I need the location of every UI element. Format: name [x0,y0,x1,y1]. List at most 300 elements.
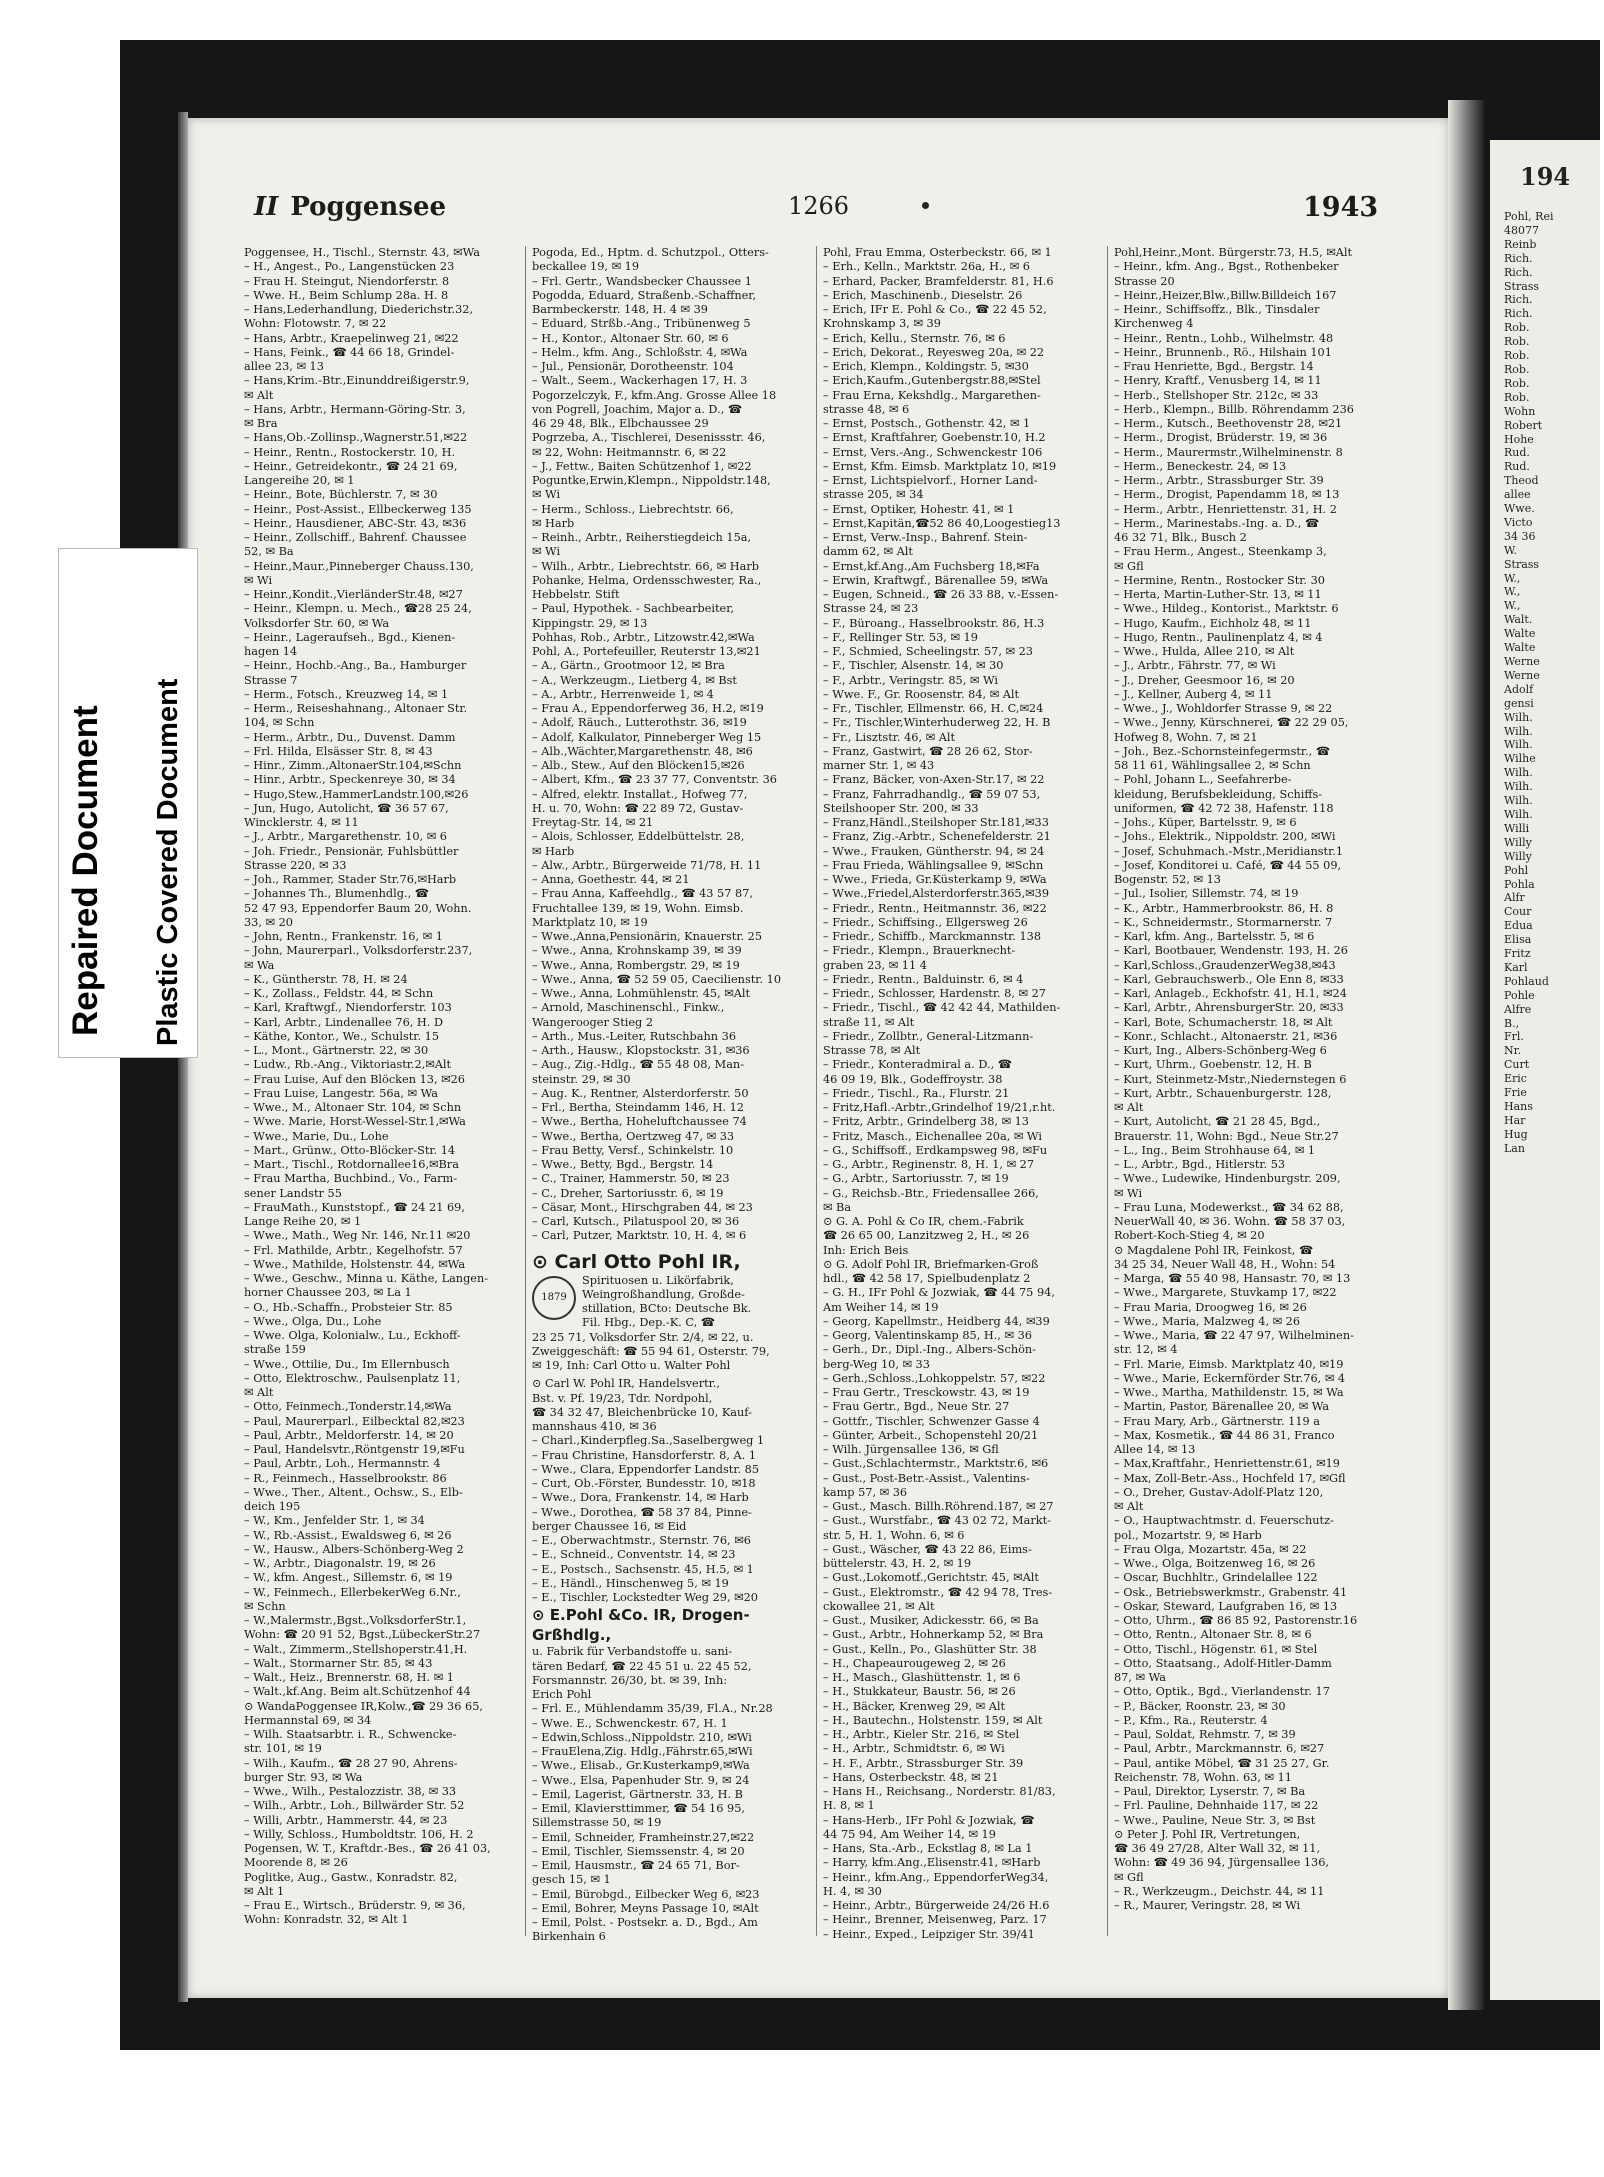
directory-entry: – Otto, Staatsang., Adolf-Hitler-Damm [1114,1656,1332,1670]
directory-entry: – K., Schneidermstr., Stormarnerstr. 7 [1114,915,1333,929]
directory-entry: – Heinr.,Kondit.,VierländerStr.48, ✉27 [244,588,463,601]
directory-entry: – Wwe., Bertha, Hoheluftchaussee 74 [532,1115,747,1129]
directory-entry: ✉ Wi [1114,1186,1143,1200]
directory-entry: – W., Feinmech., EllerbekerWeg 6.Nr., [244,1585,461,1599]
directory-entry: Freytag-Str. 14, ✉ 21 [532,816,654,829]
directory-entry: – Frau Luna, Modewerkst., ☎ 34 62 88, [1114,1200,1344,1214]
directory-entry: – Wwe., Betty, Bgd., Bergstr. 14 [532,1158,714,1171]
directory-entry: – FrauMath., Kunststopf., ☎ 24 21 69, [244,1200,465,1214]
directory-entry: Barmbeckerstr. 148, H. 4 ✉ 39 [532,303,708,316]
adjacent-page-entry: W., [1504,571,1521,585]
adjacent-page-header: 194 [1520,162,1571,191]
directory-entry: – Gust., Wäscher, ☎ 43 22 86, Eims- [823,1542,1032,1556]
directory-entry: – Frau Erna, Kekshdlg., Margarethen- [823,388,1041,402]
directory-entry: – O., Hauptwachtmstr. d. Feuerschutz- [1114,1514,1334,1528]
directory-column-3 [823,246,1102,1941]
adjacent-page-entry: Rob. [1504,335,1530,349]
directory-entry: ✉ Alt [244,388,274,402]
directory-entry: Pohl,Heinr.,Mont. Bürgerstr.73, H.5, ✉Alt [1114,246,1353,259]
directory-entry: – Paul, antike Möbel, ☎ 31 25 27, Gr. [1114,1756,1330,1770]
adjacent-page-entry: Rich. [1504,265,1533,279]
directory-entry: – Wwe., Anna, Krohnskamp 39, ✉ 39 [532,944,742,958]
directory-entry: berger Chaussee 16, ✉ Eid [532,1519,687,1533]
directory-entry: uniformen, ☎ 42 72 38, Hafenstr. 118 [1114,801,1334,815]
directory-entry: ✉ Alt [1114,1101,1144,1114]
directory-entry: – Hugo, Rentn., Paulinenplatz 4, ✉ 4 [1114,630,1323,644]
directory-entry: – W., Hausw., Albers-Schönberg-Weg 2 [244,1542,464,1556]
directory-entry: – H., Arbtr., Schmidtstr. 6, ✉ Wi [823,1742,1005,1756]
directory-entry: – Kurt, Uhrm., Goebenstr. 12, H. B [1114,1058,1312,1072]
directory-entry: sener Landstr 55 [244,1186,342,1200]
directory-entry: – Arth., Mus.-Leiter, Rutschbahn 36 [532,1029,737,1043]
directory-entry: – Fritz,Hafl.-Arbtr.,Grindelhof 19/21,r.ht. [823,1101,1056,1114]
directory-entry: – L., Mont., Gärtnerstr. 22, ✉ 30 [244,1044,429,1057]
directory-entry: – Wwe., Elisab., Gr.Kusterkamp9,✉Wa [532,1759,750,1773]
advertisement-carl-otto-pohl [532,1250,811,1374]
directory-entry: – Karl, Bote, Schumacherstr. 18, ✉ Alt [1114,1015,1333,1029]
directory-entry: – F., Arbtr., Veringstr. 85, ✉ Wi [823,673,998,687]
directory-entry: – Wwe., Olga, Du., Lohe [244,1314,382,1328]
book-gutter [1448,100,1484,2010]
directory-entry: – Herm., Maurermstr.,Wilhelminenstr. 8 [1114,445,1343,459]
directory-entry: – Curt, Ob.-Förster, Bundesstr. 10, ✉18 [532,1477,756,1490]
directory-entry: Kirchenweg 4 [1114,317,1194,331]
column-divider [525,246,526,1936]
directory-entry: – Herm., Drogist, Papendamm 18, ✉ 13 [1114,488,1340,502]
directory-entry: ⊙ Magdalene Pohl IR, Feinkost, ☎ [1114,1243,1314,1257]
directory-entry: – Frau Henriette, Bgd., Bergstr. 14 [1114,360,1314,373]
directory-entry: – Karl, Bootbauer, Wendenstr. 193, H. 26 [1114,944,1348,958]
directory-entry: ✉ Alt [1114,1500,1144,1513]
directory-entry: ✉ 19, Inh: Carl Otto u. Walter Pohl [532,1359,731,1372]
directory-entry: hdl., ☎ 42 58 17, Spielbudenplatz 2 [823,1272,1031,1285]
adjacent-page-entry: Reinb [1504,237,1537,251]
directory-entry: – Frau Gertr., Bgd., Neue Str. 27 [823,1400,1010,1414]
directory-entry: – Heinr., Lageraufseh., Bgd., Kienen- [244,630,456,644]
directory-entry: – Erwin, Kraftwgf., Bärenallee 59, ✉Wa [823,573,1049,587]
directory-entry: Krohnskamp 3, ✉ 39 [823,317,941,331]
directory-entry: – Gottfr., Tischler, Schwenzer Gasse 4 [823,1414,1040,1428]
directory-entry: – Josef, Konditorei u. Café, ☎ 44 55 09, [1114,858,1342,872]
directory-entry: Strasse 220, ✉ 33 [244,858,347,872]
directory-entry: – Wwe., Marie, Eckernförder Str.76, ✉ 4 [1114,1371,1346,1385]
adjacent-page-entry: Wilh. [1504,710,1533,724]
adjacent-page-entry: 34 36 [1504,529,1536,543]
directory-entry: – Karl, Gebrauchswerb., Ole Enn 8, ✉33 [1114,972,1344,986]
adjacent-page-entry: Rich. [1504,307,1533,321]
directory-entry: damm 62, ✉ Alt [823,545,913,559]
directory-entry: – Walt., Heiz., Brennerstr. 68, H. ✉ 1 [244,1671,454,1684]
adjacent-page-entry: Har [1504,1113,1526,1127]
directory-entry: steinstr. 29, ✉ 30 [532,1072,631,1086]
adjacent-page-entry: Hans [1504,1100,1533,1113]
directory-entry: – Wilh. Jürgensallee 136, ✉ Gfl [823,1443,999,1456]
directory-entry: – Erich, Kellu., Sternstr. 76, ✉ 6 [823,331,1006,345]
header-title [254,192,446,222]
directory-entry: – Wwe., Math., Weg Nr. 146, Nr.11 ✉20 [244,1229,471,1243]
directory-entry: – Ernst, Verw.-Insp., Bahrenf. Stein- [823,531,1028,544]
directory-entry: – Wwe., Ottilie, Du., Im Ellernbusch [244,1357,450,1371]
directory-entry: – Eugen, Schneid., ☎ 26 33 88, v.-Essen- [823,588,1059,601]
directory-entry: strasse 205, ✉ 34 [823,488,924,502]
directory-entry: ✉ Bra [244,417,278,430]
directory-entry: Moorende 8, ✉ 26 [244,1856,348,1870]
directory-entry: Hermannstal 69, ✉ 34 [244,1713,372,1727]
directory-entry: Erich Pohl [532,1688,592,1701]
directory-entry: – Cäsar, Mont., Hirschgraben 44, ✉ 23 [532,1200,753,1214]
directory-entry: – Marga, ☎ 55 40 98, Hansastr. 70, ✉ 13 [1114,1272,1351,1285]
adjacent-page-entry: Frl. [1504,1030,1524,1044]
directory-entry: – Hans, Feink., ☎ 44 66 18, Grindel- [244,345,455,359]
directory-entry: Fruchtallee 139, ✉ 19, Wohn. Eimsb. [532,901,744,915]
header-year: 1943 [1303,192,1379,223]
directory-entry: – Wwe., Anna, Rombergstr. 29, ✉ 19 [532,958,740,972]
directory-entry: Strasse 20 [1114,274,1175,288]
ad-title: ⊙ Carl Otto Pohl IR, [532,1250,741,1273]
adjacent-page-entry: Alfre [1504,1002,1532,1016]
directory-entry: – J., Arbtr., Fährstr. 77, ✉ Wi [1114,659,1276,673]
directory-entry: – Oscar, Buchhltr., Grindelallee 122 [1114,1571,1318,1585]
directory-entry: – Karl, Arbtr., Lindenallee 76, H. D [244,1015,444,1029]
directory-entry: 46 09 19, Blk., Godeffroystr. 38 [823,1072,1003,1086]
adjacent-page-entry: Rob. [1504,362,1530,376]
directory-entry: – Walt.,kf.Ang. Beim alt.Schützenhof 44 [244,1685,471,1699]
directory-entry: – H., Chapeaurougeweg 2, ✉ 26 [823,1656,1006,1670]
directory-entry: – Helm., kfm. Ang., Schloßstr. 4, ✉Wa [532,345,748,359]
directory-entry: – Günter, Arbeit., Schopenstehl 20/21 [823,1428,1039,1442]
directory-entry: – W., kfm. Angest., Sillemstr. 6, ✉ 19 [244,1571,453,1585]
directory-entry: – L., Ing., Beim Strohhause 64, ✉ 1 [1114,1143,1316,1157]
directory-entry: – Gust.,Schlachtermstr., Marktstr.6, ✉6 [823,1457,1049,1471]
directory-entry: Pogensen, W. T., Kraftdr.-Bes., ☎ 26 41 03, [244,1842,491,1855]
directory-entry: – Alw., Arbtr., Bürgerweide 71/78, H. 11 [532,858,762,872]
directory-entry: – Erh., Kelln., Marktstr. 26a, H., ✉ 6 [823,260,1030,274]
column-divider [1107,246,1108,1936]
directory-entry: – Franz, Fahrradhandlg., ☎ 59 07 53, [823,787,1041,801]
directory-entry: pol., Mozartstr. 9, ✉ Harb [1114,1528,1262,1542]
directory-entry: – Friedr., Zollbtr., General-Litzmann- [823,1029,1034,1043]
directory-entry: – Paul, Handelsvtr.,Röntgenstr 19,✉Fu [244,1443,465,1456]
directory-entry: – Osk., Betriebswerkmstr., Grabenstr. 41 [1114,1585,1348,1599]
directory-entry: Strasse 24, ✉ 23 [823,602,919,616]
directory-entry: – W., Arbtr., Diagonalstr. 19, ✉ 26 [244,1557,436,1570]
directory-entry: Weingroßhandlung, Großde- [582,1287,745,1301]
directory-entry: – Herm., Arbtr., Strassburger Str. 39 [1114,474,1324,487]
directory-entry: – Herm., Arbtr., Henriettenstr. 31, H. 2 [1114,502,1337,516]
adjacent-page-entry: Wilh. [1504,738,1533,752]
directory-entry: str. 5, H. 1, Wohn. 6, ✉ 6 [823,1528,965,1542]
directory-entry: – Frau Christine, Hansdorferstr. 8, A. 1 [532,1448,757,1462]
directory-entry: – Hugo,Stew.,HammerLandstr.100,✉26 [244,787,469,801]
adjacent-page-entry: Willi [1504,821,1530,835]
directory-entry: – Erich,Kaufm.,Gutenbergstr.88,✉Stel [823,374,1041,388]
directory-entry: straße 159 [244,1343,306,1357]
adjacent-page-entry: Rob. [1504,321,1530,335]
directory-entry: – Carl, Putzer, Marktstr. 10, H. 4, ✉ 6 [532,1229,747,1243]
directory-entry: Reichenstr. 78, Wohn. 63, ✉ 11 [1114,1770,1292,1784]
directory-entry: – Emil, Polst. - Postsekr. a. D., Bgd., Am [532,1916,758,1929]
directory-entry: – Fritz, Masch., Eichenallee 20a, ✉ Wi [823,1129,1042,1143]
directory-entry: – Heinr., Bote, Büchlerstr. 7, ✉ 30 [244,488,438,502]
directory-entry: – Aug. K., Rentner, Alsterdorferstr. 50 [532,1086,749,1100]
directory-entry: – H., Bautechn., Holstenstr. 159, ✉ Alt [823,1713,1043,1727]
directory-entry: – Hans H., Reichsang., Norderstr. 81/83, [823,1785,1056,1798]
directory-entry: kleidung, Berufsbekleidung, Schiffs- [1114,787,1323,801]
directory-entry: deich 195 [244,1500,301,1513]
directory-entry: – Emil, Hausmstr., ☎ 24 65 71, Bor- [532,1859,740,1872]
directory-entry: – Fr., Tischler, Ellmenstr. 66, H. C,✉24 [823,702,1044,715]
directory-entry: – Paul, Arbtr., Loh., Hermannstr. 4 [244,1457,441,1471]
directory-entry: – Heinr., kfm. Ang., Bgst., Rothenbeker [1114,260,1339,274]
directory-entry: – Konr., Schlacht., Altonaerstr. 21, ✉36 [1114,1029,1338,1043]
directory-entry: – Wwe., M., Altonaer Str. 104, ✉ Schn [244,1101,462,1114]
adjacent-page-entry: Alfr [1504,891,1525,905]
adjacent-page-entry: Rud. [1504,460,1530,474]
directory-entry: Poglitke, Aug., Gastw., Konradstr. 82, [244,1870,458,1884]
directory-entry: – Hans, Sta.-Arb., Eckstlag 8, ✉ La 1 [823,1842,1033,1855]
directory-entry: ✉ Wi [532,545,561,559]
directory-entry: – L., Arbtr., Bgd., Hitlerstr. 53 [1114,1158,1286,1171]
directory-entry: – W.,Malermstr.,Bgst.,VolksdorferStr.1, [244,1614,467,1627]
directory-entry: marner Str. 1, ✉ 43 [823,759,935,772]
advertisement-e-pohl: ⊙ E.Pohl &Co. IR, Drogen-Grßhdlg., [532,1606,750,1645]
directory-entry: – H., Kontor., Altonaer Str. 60, ✉ 6 [532,331,729,345]
directory-column-1 [244,246,520,1936]
directory-entry: – Gust., Post-Betr.-Assist., Valentins- [823,1471,1030,1485]
directory-entry: – Jul., Isolier, Sillemstr. 74, ✉ 19 [1114,887,1299,901]
directory-entry: Inh: Erich Beis [823,1243,909,1257]
directory-entry: Bogenstr. 52, ✉ 13 [1114,873,1221,886]
directory-entry: Steilshooper Str. 200, ✉ 33 [823,801,979,815]
directory-entry: ✉ 22, Wohn: Heitmannstr. 6, ✉ 22 [532,445,727,459]
directory-entry: – Frl., Bertha, Steindamm 146, H. 12 [532,1101,744,1114]
directory-entry: Kippingstr. 29, ✉ 13 [532,616,648,630]
directory-entry: – A., Werkzeugm., Lietberg 4, ✉ Bst [532,673,737,687]
directory-entry: 104, ✉ Schn [244,716,315,730]
directory-entry: büttelerstr. 43, H. 2, ✉ 19 [823,1557,972,1570]
directory-entry: ☎ 26 65 00, Lanzitzweg 2, H., ✉ 26 [823,1229,1030,1243]
page-number: 1266 [788,192,850,220]
directory-entry: – R., Feinmech., Hasselbrookstr. 86 [244,1471,447,1485]
directory-entry: – Karl, kfm. Ang., Bartelsstr. 5, ✉ 6 [1114,930,1315,943]
adjacent-page-entry: Pohl [1504,863,1529,877]
directory-entry: – Emil, Schneider, Framheinstr.27,✉22 [532,1830,755,1844]
directory-entry: – Friedr., Tischl., ☎ 42 42 44, Mathilden- [823,1001,1061,1015]
directory-entry: NeuerWall 40, ✉ 36. Wohn. ☎ 58 37 03, [1114,1215,1346,1228]
directory-entry: – Heinr., Hochb.-Ang., Ba., Hamburger [244,659,467,673]
directory-entry: – Hinr., Zimm.,AltonaerStr.104,✉Schn [244,759,462,772]
adjacent-page-entry: Fritz [1504,947,1531,961]
directory-entry: – Walt., Stormarner Str. 85, ✉ 43 [244,1656,433,1670]
directory-entry: – Wwe., Frauken, Güntherstr. 94, ✉ 24 [823,844,1045,858]
directory-entry: – John, Rentn., Frankenstr. 16, ✉ 1 [244,930,443,943]
directory-entry: – C., Dreher, Sartoriusstr. 6, ✉ 19 [532,1186,724,1200]
directory-entry: – J., Fettw., Baiten Schützenhof 1, ✉22 [532,459,752,473]
directory-entry: tären Bedarf, ☎ 22 45 51 u. 22 45 52, [532,1659,752,1673]
directory-entry: – Oskar, Steward, Laufgraben 16, ✉ 13 [1114,1599,1338,1613]
adjacent-page-entry: B., [1504,1016,1520,1030]
directory-entry: – Charl.,Kinderpfleg.Sa.,Saselbergweg 1 [532,1434,765,1448]
directory-entry: – Ernst, Optiker, Hohestr. 41, ✉ 1 [823,502,1015,516]
directory-entry: strasse 48, ✉ 6 [823,402,910,416]
directory-entry: – Kurt, Steinmetz-Mstr.,Niedernstegen 6 [1114,1072,1347,1086]
directory-entry: ✉ Wi [244,573,273,587]
directory-entry: – Gust., Musiker, Adickesstr. 66, ✉ Ba [823,1614,1039,1627]
directory-entry: Spirituosen u. Likörfabrik, [582,1273,734,1287]
directory-entry: ⊙ G. Adolf Pohl IR, Briefmarken-Groß [823,1257,1039,1271]
directory-entry: – Hermine, Rentn., Rostocker Str. 30 [1114,573,1325,587]
adjacent-page-entry: Theod [1504,474,1539,488]
adjacent-page-entry: Werne [1504,655,1540,668]
directory-entry: Hofweg 8, Wohn. 7, ✉ 21 [1114,730,1258,744]
directory-entry: – Friedr., Konteradmiral a. D., ☎ [823,1058,1012,1072]
directory-entry: – P., Kfm., Ra., Reuterstr. 4 [1114,1713,1268,1727]
directory-entry: – Frl. Gertr., Wandsbecker Chaussee 1 [532,274,752,288]
adjacent-page-entry: W., [1504,599,1521,613]
directory-entry: – Erich, Dekorat., Reyesweg 20a, ✉ 22 [823,345,1045,359]
directory-entry: – Fr., Lisztstr. 46, ✉ Alt [823,730,956,744]
directory-entry: – O., Hb.-Schaffn., Probsteier Str. 85 [244,1300,453,1314]
adjacent-page-entry: Edua [1504,919,1533,933]
directory-entry: – W., Rb.-Assist., Ewaldsweg 6, ✉ 26 [244,1528,452,1542]
directory-entry: – Hugo, Kaufm., Eichholz 48, ✉ 11 [1114,616,1312,630]
directory-entry: ⊙ Peter J. Pohl IR, Vertretungen, [1114,1827,1301,1841]
directory-entry: – Wwe., Hildeg., Kontorist., Marktstr. 6 [1114,602,1339,616]
directory-entry: – A., Arbtr., Herrenweide 1, ✉ 4 [532,687,714,701]
adjacent-page-entry: allee [1504,488,1531,502]
directory-entry: – G., Arbtr., Sartoriusstr. 7, ✉ 19 [823,1172,1009,1186]
directory-entry: – E., Oberwachtmstr., Sternstr. 76, ✉6 [532,1534,751,1547]
directory-entry: – H., Arbtr., Kieler Str. 216, ✉ Stel [823,1728,1020,1741]
directory-entry: beckallee 19, ✉ 19 [532,260,640,274]
directory-entry: – Herm., Kutsch., Beethovenstr 28, ✉21 [1114,417,1343,430]
directory-entry: – Wilh. Staatsarbtr. i. R., Schwencke- [244,1728,457,1741]
directory-entry: – Wwe., J., Wohldorfer Strasse 9, ✉ 22 [1114,702,1333,715]
directory-entry: – Frau Luise, Langestr. 56a, ✉ Wa [244,1086,438,1100]
directory-entry: 44 75 94, Am Weiher 14, ✉ 19 [823,1827,996,1841]
adjacent-page-entry: Walte [1504,641,1536,655]
directory-entry: 58 11 61, Wählingsallee 2, ✉ Schn [1114,759,1311,772]
directory-entry: – Gerh., Dr., Dipl.-Ing., Albers-Schön- [823,1343,1036,1357]
directory-entry: – Alfred, elektr. Installat., Hofweg 77, [532,787,748,801]
directory-entry: – Martin, Pastor, Bärenallee 20, ✉ Wa [1114,1400,1330,1414]
directory-entry: – Wwe., Geschw., Minna u. Käthe, Langen- [244,1272,489,1285]
header-dot [922,202,929,209]
directory-entry: – Heinr.,Heizer,Blw.,Billw.Billdeich 167 [1114,288,1337,302]
directory-entry: – John, Maurerparl., Volksdorferstr.237, [244,944,473,958]
directory-entry: Marktplatz 10, ✉ 19 [532,915,648,929]
directory-entry: Pogorzelczyk, F., kfm.Ang. Grosse Allee 18 [532,388,777,402]
stamp-plastic-text: Plastic Covered Document [152,678,184,1046]
directory-entry: – Alois, Schlosser, Eddelbüttelstr. 28, [532,830,745,844]
directory-entry: ✉ Gfl [1114,1870,1144,1884]
directory-entry: – Franz, Gastwirt, ☎ 28 26 62, Stor- [823,744,1033,758]
directory-entry: kamp 57, ✉ 36 [823,1485,908,1499]
directory-entry: – Arth., Hausw., Klopstockstr. 31, ✉36 [532,1044,750,1057]
directory-entry: – Ernst, Kfm. Eimsb. Marktplatz 10, ✉19 [823,459,1057,473]
directory-entry: – Walt., Zimmerm.,Stellshoperstr.41,H. [244,1642,468,1656]
directory-entry: – Wwe., Wilh., Pestalozzistr. 38, ✉ 33 [244,1785,457,1798]
directory-entry: – Heinr., Rentn., Rostockerstr. 10, H. [244,445,456,459]
directory-entry: – Wwe., Marie, Du., Lohe [244,1129,389,1143]
directory-entry: – Gust., Arbtr., Hohnerkamp 52, ✉ Bra [823,1628,1044,1642]
adjacent-page-entry: Walte [1504,627,1536,641]
column-divider [816,246,817,1936]
directory-entry: – Frau H. Steingut, Niendorferstr. 8 [244,274,450,288]
directory-entry: – Wwe., Martha, Mathildenstr. 15, ✉ Wa [1114,1386,1344,1399]
directory-entry: – Fr., Tischler,Winterhuderweg 22, H. B [823,716,1051,730]
directory-entry: Bst. v. Pf. 19/23, Tdr. Nordpohl, [532,1391,713,1405]
directory-entry: – Frau Luise, Auf den Blöcken 13, ✉26 [244,1072,465,1086]
directory-entry: – Adolf, Räuch., Lutterothstr. 36, ✉19 [532,716,747,730]
directory-entry: – Otto, Rentn., Altonaer Str. 8, ✉ 6 [1114,1628,1312,1642]
directory-entry: – Herm., Beneckestr. 24, ✉ 13 [1114,459,1287,473]
directory-entry: – Erich, Maschinenb., Dieselstr. 26 [823,288,1023,302]
directory-entry: – Wwe., Bertha, Oertzweg 47, ✉ 33 [532,1129,735,1143]
adjacent-page-entry: Lan [1504,1141,1525,1155]
directory-entry: – Friedr., Tischl., Ra., Flurstr. 21 [823,1086,1010,1100]
directory-entry: allee 23, ✉ 13 [244,360,324,373]
directory-entry: berg-Weg 10, ✉ 33 [823,1357,930,1371]
directory-entry: – Wwe., Maria, ☎ 22 47 97, Wilhelminen- [1114,1329,1354,1342]
directory-entry: – Frl. E., Mühlendamm 35/39, Fl.A., Nr.28 [532,1702,773,1716]
adjacent-page-entry: Strass [1504,557,1540,571]
directory-entry: – Frau Mary, Arb., Gärtnerstr. 119 a [1114,1414,1321,1428]
adjacent-page-entry: Curt [1504,1058,1530,1072]
adjacent-page-entry: Wohn [1504,404,1536,418]
directory-entry: – J., Kellner, Auberg 4, ✉ 11 [1114,687,1273,701]
directory-entry: – Kurt, Ing., Albers-Schönberg-Weg 6 [1114,1044,1327,1057]
directory-entry: Brauerstr. 11, Wohn: Bgd., Neue Str.27 [1114,1129,1339,1143]
directory-entry: – Wwe., Margarete, Stuvkamp 17, ✉22 [1114,1286,1337,1300]
directory-entry: Langereihe 20, ✉ 1 [244,474,355,487]
directory-entry: – F., Tischler, Alsenstr. 14, ✉ 30 [823,659,1004,673]
directory-entry: – Franz,Händl.,Steilshoper Str.181,✉33 [823,816,1049,829]
directory-entry: u. Fabrik für Verbandstoffe u. sani- [532,1645,733,1659]
directory-entry: – F., Schmied, Scheelingstr. 57, ✉ 23 [823,645,1033,658]
adjacent-page-entry: W. [1504,543,1517,557]
adjacent-page-entry: Hohe [1504,432,1534,446]
directory-entry: – Otto, Uhrm., ☎ 86 85 92, Pastorenstr.16 [1114,1614,1358,1627]
directory-entry: – Herm., Reiseshahnang., Altonaer Str. [244,702,468,715]
directory-entry: ☎ 36 49 27/28, Alter Wall 32, ✉ 11, [1114,1842,1321,1855]
directory-entry: – K., Arbtr., Hammerbrookstr. 86, H. 8 [1114,901,1334,915]
directory-entry: – Johs., Küper, Bartelsstr. 9, ✉ 6 [1114,816,1297,829]
directory-entry: ⊙ WandaPoggensee IR,Kolw.,☎ 29 36 65, [244,1699,483,1713]
directory-entry: – Frau A., Eppendorferweg 36, H.2, ✉19 [532,702,764,715]
directory-entry: burger Str. 93, ✉ Wa [244,1770,363,1784]
directory-entry: – E., Tischler, Lockstedter Weg 29, ✉20 [532,1591,758,1604]
directory-entry: – Ludw., Rb.-Ang., Viktoriastr.2,✉Alt [244,1058,452,1072]
directory-entry: – Paul, Soldat, Rehmstr. 7, ✉ 39 [1114,1728,1296,1741]
directory-entry: – Friedr., Schlosser, Hardenstr. 8, ✉ 27 [823,987,1046,1000]
directory-entry: – Wwe., Olga, Boitzenweg 16, ✉ 26 [1114,1557,1316,1570]
directory-entry: straße 11, ✉ Alt [823,1015,915,1029]
directory-entry: – H. F., Arbtr., Strassburger Str. 39 [823,1756,1024,1770]
adjacent-page-entry: Rob. [1504,390,1530,404]
directory-entry: ✉ Schn [244,1599,286,1613]
directory-entry: – Wwe., Elsa, Papenhuder Str. 9, ✉ 24 [532,1773,750,1787]
directory-entry: – E., Schneid., Conventstr. 14, ✉ 23 [532,1548,736,1562]
adjacent-page-entry: Wilh. [1504,780,1533,794]
adjacent-page-entry: Elisa [1504,933,1532,947]
directory-entry: – Kurt, Arbtr., Schauenburgerstr. 128, [1114,1086,1332,1100]
adjacent-page-entry: Victo [1504,515,1533,529]
adjacent-page-entry: Robert [1504,418,1543,432]
directory-entry: – Walt., Seem., Wackerhagen 17, H. 3 [532,374,748,388]
directory-entry: – Ernst, Vers.-Ang., Schwenckestr 106 [823,445,1043,459]
adjacent-page-entry: Willy [1504,835,1532,849]
